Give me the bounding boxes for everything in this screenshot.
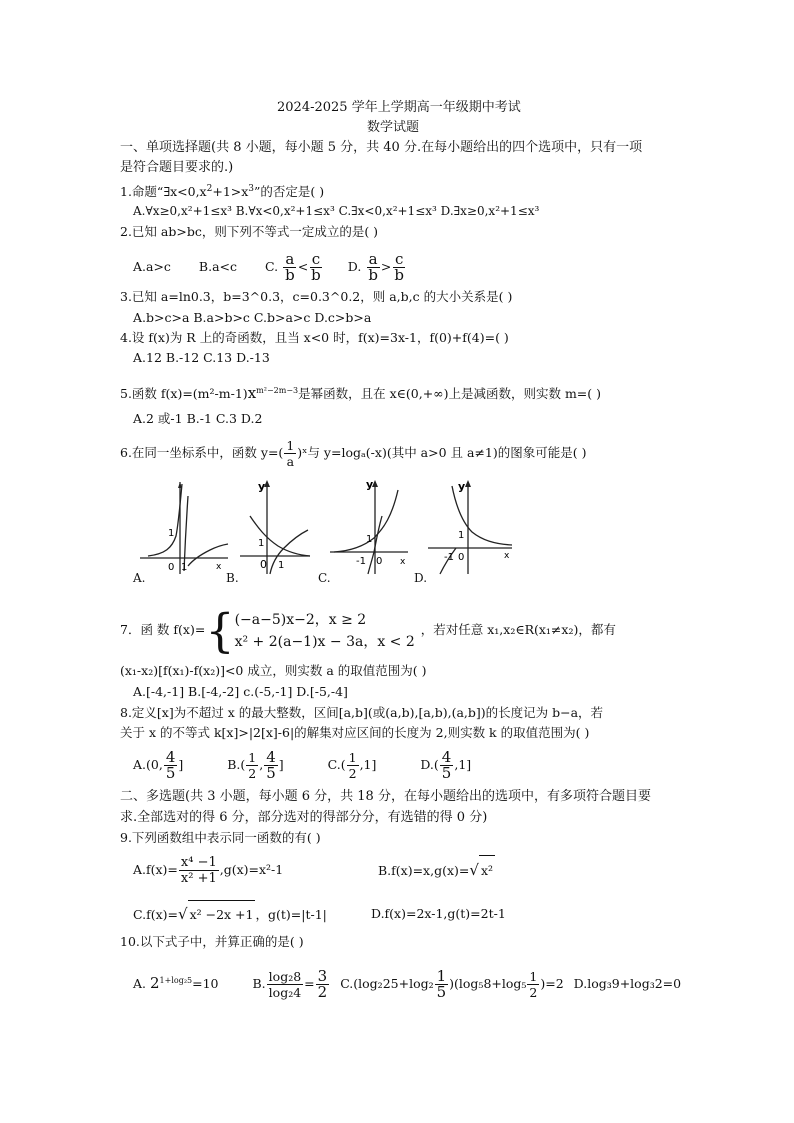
svg-text:x: x — [400, 557, 406, 567]
q1-stem-mid: +1>x — [212, 184, 249, 200]
q5-power-exp: m²−2m−3 — [256, 386, 299, 395]
q6-graph-a — [140, 476, 230, 576]
q10-a-exponent: 1+log₂5 — [159, 976, 193, 985]
q8-b-frac-4-5: $\frac{4}{5}$ — [266, 748, 276, 782]
q2-c-frac-a-b: $\frac{a}{b}$ — [285, 250, 295, 284]
q9-b-radical-sign: √ — [469, 861, 479, 879]
q7-piecewise — [235, 609, 415, 653]
svg-text:1: 1 — [366, 534, 373, 545]
q10-option-d: D.log₃9+log₃2=0 — [573, 976, 682, 992]
q10-c-frac-1-5: $\frac{1}{5}$ — [436, 967, 447, 1002]
q9-option-a-pre: A.f(x)= — [133, 862, 178, 877]
q7-case-2: x² + 2(a−1)x − 3a，x < 2 — [234, 633, 415, 650]
q1-sup-3: 3 — [248, 184, 255, 194]
q6-graph-b — [240, 476, 312, 576]
svg-text:1: 1 — [278, 560, 285, 571]
q9-a-fraction: $\frac{\text{x⁴ −1}}{\text{x² +1}}$ — [180, 855, 217, 886]
q6-label-b: B. — [226, 571, 239, 585]
question-1-stem — [120, 181, 324, 200]
q10-a-base: 2 — [149, 974, 160, 993]
exam-subtitle: 数学试题 — [367, 120, 420, 135]
q9-option-a-post: ,g(x)=x²-1 — [219, 862, 284, 877]
exam-title: 2024-2025 学年上学期高一年级期中考试 — [277, 100, 521, 115]
q7-stem-post: ，若对任意 x₁,x₂∈R(x₁≠x₂)，都有 — [420, 622, 616, 637]
question-5-options: A.2 或-1 B.-1 C.3 D.2 — [133, 411, 263, 426]
svg-text:y: y — [458, 480, 466, 493]
q8-option-c-pre: C.( — [327, 757, 346, 772]
question-8-options: A.(0, $\frac{4}{5}$ ] B.( $\frac{1}{2}$ , $\frac{4}{5}$ ] C.( $\frac{1}{2}$ ,1] D.( $\frac{4}{5}$ ,1] — [133, 748, 472, 782]
q8-option-d-pre: D.( — [420, 757, 439, 772]
question-4-options: A.12 B.-12 C.13 D.-13 — [133, 350, 270, 365]
q7-stem-pre: 7．函 数 f(x)= — [120, 622, 206, 637]
question-3-stem: 3.已知 a=ln0.3，b=3^0.3，c=0.3^0.2，则 a,b,c 的大小关系是( ) — [120, 289, 513, 304]
q8-option-b-post: ] — [278, 757, 284, 772]
q6-label-a: A. — [133, 571, 146, 585]
svg-text:y: y — [258, 480, 266, 493]
q6-label-c: C. — [318, 571, 331, 585]
svg-text:1: 1 — [181, 562, 188, 573]
svg-text:x: x — [504, 551, 510, 561]
question-3-options: A.b>c>a B.a>b>c C.b>a>c D.c>b>a — [133, 310, 372, 325]
section1-instruction: 一、单项选择题(共 8 小题，每小题 5 分，共 40 分.在每小题给出的四个选项中，只有一项 — [120, 140, 643, 155]
svg-text:-1: -1 — [444, 552, 454, 563]
question-9-option-d: D.f(x)=2x-1,g(t)=2t-1 — [371, 906, 506, 921]
q10-option-b-pre: B. — [252, 976, 266, 992]
svg-text:y: y — [366, 478, 374, 491]
q10-option-c-post: )=2 — [540, 976, 564, 992]
question-6-stem — [120, 436, 586, 470]
question-8-line1: 8.定义[x]为不超过 x 的最大整数，区间[a,b](或(a,b),[a,b),(a,b])的长度记为 b−a，若 — [120, 705, 604, 720]
question-10-options: A. $2^{1+log_25}=10$ B. $\frac{\text{log₂8}}{\text{log₂4}}$ = $\frac{3}{2}$ C.(log₂25+log₂ $\frac{1}{5}$ )(log₅8+log₅ $\frac{1}{2}$ )=2 D.log₃9+log₃2=0 — [133, 967, 682, 1002]
question-7-stem — [120, 603, 616, 658]
question-4-stem: 4.设 f(x)为 R 上的奇函数，且当 x<0 时，f(x)=3x-1，f(0)+f(4)=( ) — [120, 330, 509, 345]
q10-option-a-pre: A. — [133, 976, 150, 992]
question-9-option-b — [378, 855, 495, 885]
question-9-stem: 9.下列函数组中表示同一函数的有( ) — [120, 830, 321, 845]
q2-d-frac-c-b: $\frac{c}{b}$ — [394, 250, 405, 284]
q10-option-c-pre: C.(log₂25+log₂ — [340, 976, 434, 992]
svg-text:1: 1 — [458, 530, 465, 541]
svg-text:0: 0 — [376, 556, 383, 567]
svg-text:0: 0 — [168, 562, 175, 573]
q8-a-frac-4-5: $\frac{4}{5}$ — [165, 748, 176, 782]
q6-graph-c — [330, 476, 410, 576]
section2-instruction-cont: 求.全部选对的得 6 分，部分选对的得部分分，有选错的得 0 分) — [120, 810, 488, 825]
q10-c-frac-1-2: $\frac{1}{2}$ — [529, 969, 538, 1001]
q10-b-fraction: $\frac{\text{log₂8}}{\text{log₂4}}$ — [268, 969, 302, 1001]
question-9-option-c — [133, 900, 327, 928]
q2-option-a: A.a>c — [133, 259, 171, 274]
question-2-stem: 2.已知 ab>bc，则下列不等式一定成立的是( ) — [120, 224, 379, 239]
q9-b-radicand: x² — [479, 855, 495, 886]
svg-text:1: 1 — [168, 528, 175, 539]
q6-stem-post: )ˣ与 y=logₐ(-x)(其中 a>0 且 a≠1)的图象可能是( ) — [297, 445, 587, 460]
question-7-options: A.[-4,-1] B.[-4,-2] c.(-5,-1] D.[-5,-4] — [133, 684, 348, 699]
svg-text:x: x — [216, 562, 222, 572]
section1-instruction-cont: 是符合题目要求的.) — [120, 160, 234, 175]
section2-instruction: 二、多选题(共 3 小题，每小题 6 分，共 18 分，在每小题给出的选项中，有多项符合题目要 — [120, 789, 651, 804]
q10-option-a-post: =10 — [192, 976, 219, 992]
q2-option-d: D. — [347, 259, 362, 274]
question-1-options: A.∀x≥0,x²+1≤x³ B.∀x<0,x²+1≤x³ C.∃x<0,x²+1≤x³ D.∃x≥0,x²+1≤x³ — [133, 204, 540, 218]
q7-brace: { — [205, 603, 235, 658]
q10-option-c-mid: )(log₅8+log₅ — [449, 976, 527, 992]
q9-option-c-pre: C.f(x)= — [133, 907, 178, 922]
q2-d-frac-a-b: $\frac{a}{b}$ — [368, 250, 378, 284]
q6-base-fraction: $\frac{1}{a}$ — [286, 438, 295, 469]
svg-text:0: 0 — [458, 552, 465, 563]
q8-option-a-post: ] — [178, 757, 184, 772]
q10-b-result: $\frac{3}{2}$ — [317, 967, 328, 1002]
question-10-stem: 10.以下式子中，并算正确的是( ) — [120, 934, 304, 949]
q1-sup-2: 2 — [206, 184, 213, 194]
q6-stem-pre: 6.在同一坐标系中，函数 y=( — [120, 445, 284, 460]
q6-label-d: D. — [414, 571, 428, 585]
q8-option-b-pre: B.( — [227, 757, 246, 772]
q5-stem-post: 是幂函数，且在 x∈(0,+∞)上是减函数，则实数 m=( ) — [298, 386, 601, 402]
q5-stem-pre: 5.函数 f(x)=(m²-m-1) — [120, 386, 248, 402]
q6-graph-d — [428, 476, 514, 576]
q2-option-c: C. — [265, 259, 279, 274]
q8-option-d-post: ,1] — [454, 757, 472, 772]
q1-stem-post: ”的否定是( ) — [254, 184, 325, 200]
q2-option-b: B.a<c — [198, 259, 238, 274]
q9-option-c-post: ，g(t)=|t-1| — [255, 907, 327, 922]
q8-option-c-post: ,1] — [359, 757, 377, 772]
question-8-line2: 关于 x 的不等式 k[x]>|2[x]-6|的解集对应区间的长度为 2,则实数 k 的取值范围为( ) — [120, 725, 590, 740]
q8-b-frac-1-2: $\frac{1}{2}$ — [248, 750, 257, 781]
question-7-line2: (x₁-x₂)[f(x₁)-f(x₂)]<0 成立，则实数 a 的取值范围为( ) — [120, 663, 427, 678]
q8-c-frac-1-2: $\frac{1}{2}$ — [348, 750, 357, 781]
question-9-option-a — [133, 850, 283, 890]
q8-d-frac-4-5: $\frac{4}{5}$ — [441, 748, 452, 782]
q2-c-frac-c-b: $\frac{c}{b}$ — [311, 250, 321, 284]
svg-text:1: 1 — [258, 538, 265, 549]
svg-text:-1: -1 — [356, 556, 366, 567]
q5-power-base: x — [247, 384, 257, 403]
question-2-options: A.a>c B.a<c C. $\frac{a}{b}$ < $\frac{c}{b}$ D. $\frac{a}{b}$ > $\frac{c}{b}$ — [133, 250, 405, 284]
q9-c-radical-sign: √ — [178, 905, 188, 923]
q9-option-b-pre: B.f(x)=x,g(x)= — [378, 863, 470, 878]
svg-text:0: 0 — [260, 558, 267, 571]
q8-option-a-pre: A.(0, — [133, 757, 163, 772]
q1-stem-pre: 1.命题“∃x<0,x — [120, 184, 207, 200]
question-5-stem — [120, 383, 601, 402]
q9-c-radicand: x² −2x +1 — [188, 900, 256, 929]
q7-case-1: (−a−5)x−2，x ≥ 2 — [234, 611, 367, 628]
